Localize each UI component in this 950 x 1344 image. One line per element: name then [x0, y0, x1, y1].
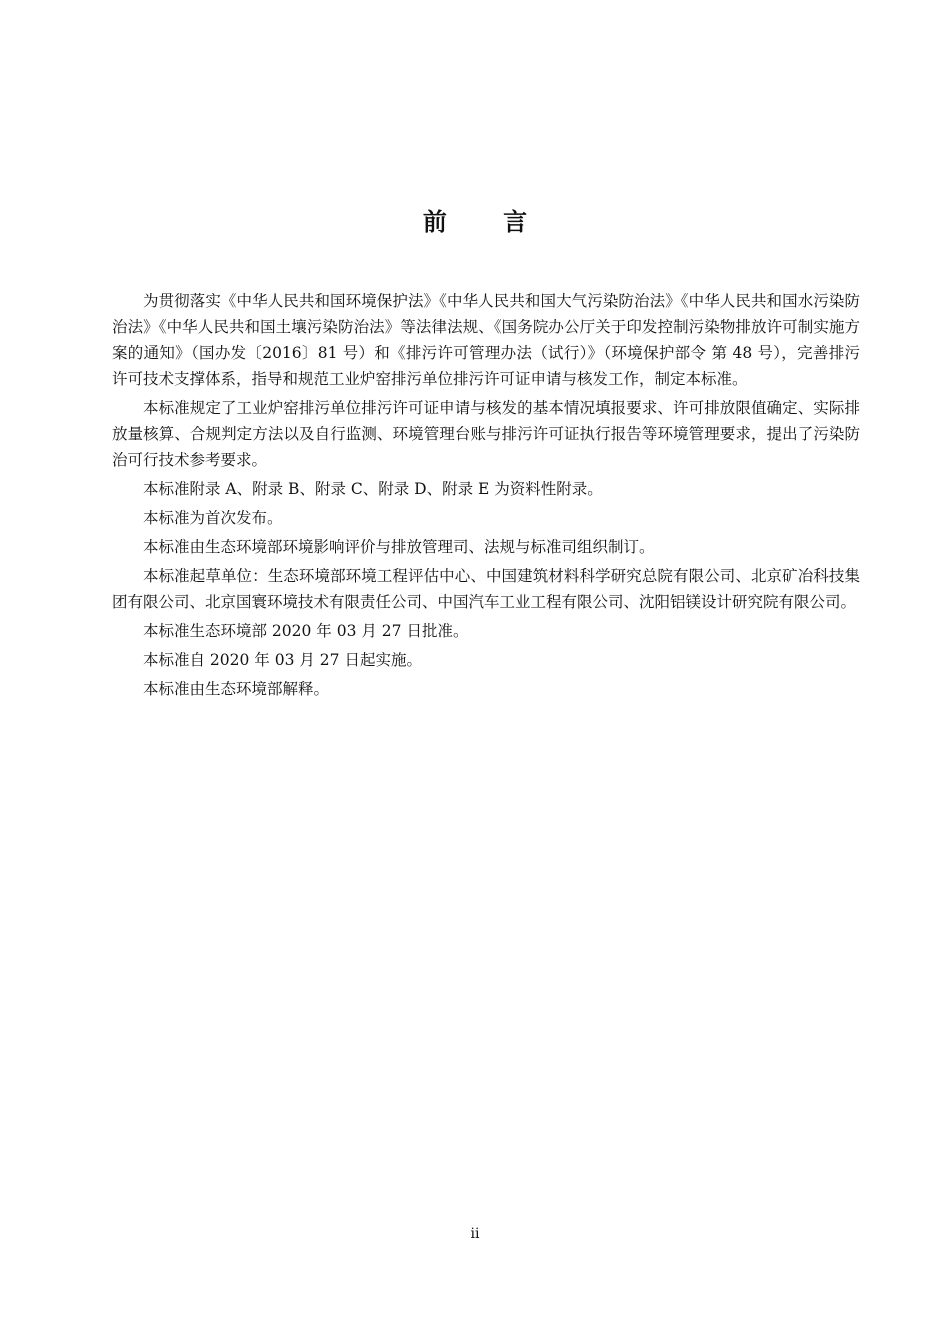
paragraph-scope: 本标准规定了工业炉窑排污单位排污许可证申请与核发的基本情况填报要求、许可排放限值确定、实际排放量核算、合规判定方法以及自行监测、环境管理台账与排污许可证执行报告等环境管理要求，提出了污染防治可行技术参考要求。 [112, 399, 860, 469]
paragraph-first-release: 本标准为首次发布。 [143, 509, 283, 527]
paragraph-appendices: 本标准附录 A、附录 B、附录 C、附录 D、附录 E 为资料性附录。 [143, 480, 603, 498]
page-number: ii [470, 1226, 480, 1242]
paragraph-organizer: 本标准由生态环境部环境影响评价与排放管理司、法规与标准司组织制订。 [143, 538, 655, 556]
page-title: 前 言 [422, 208, 552, 236]
foreword-body [112, 288, 860, 705]
paragraph-drafting-units: 本标准起草单位：生态环境部环境工程评估中心、中国建筑材料科学研究总院有限公司、北京矿冶科技集团有限公司、北京国寰环境技术有限责任公司、中国汽车工业工程有限公司、沈阳铝镁设计研究院有限公司。 [112, 567, 860, 611]
paragraph-approval-date: 本标准生态环境部 2020 年 03 月 27 日批准。 [143, 622, 469, 640]
paragraph-interpretation: 本标准由生态环境部解释。 [143, 680, 330, 698]
paragraph-purpose: 为贯彻落实《中华人民共和国环境保护法》《中华人民共和国大气污染防治法》《中华人民共和国水污染防治法》《中华人民共和国土壤污染防治法》等法律法规、《国务院办公厅关于印发控制污染物排放许可制实施方案的通知》（国办发〔2016〕81 号）和《排污许可管理办法（试行）》（环境保护部令 第 48 号），完善排污许可技术支撑体系，指导和规范工业炉窑排污单位排污许可证申请与核发工作，制定本标准。 [112, 292, 860, 388]
paragraph-effective-date: 本标准自 2020 年 03 月 27 日起实施。 [143, 651, 422, 669]
